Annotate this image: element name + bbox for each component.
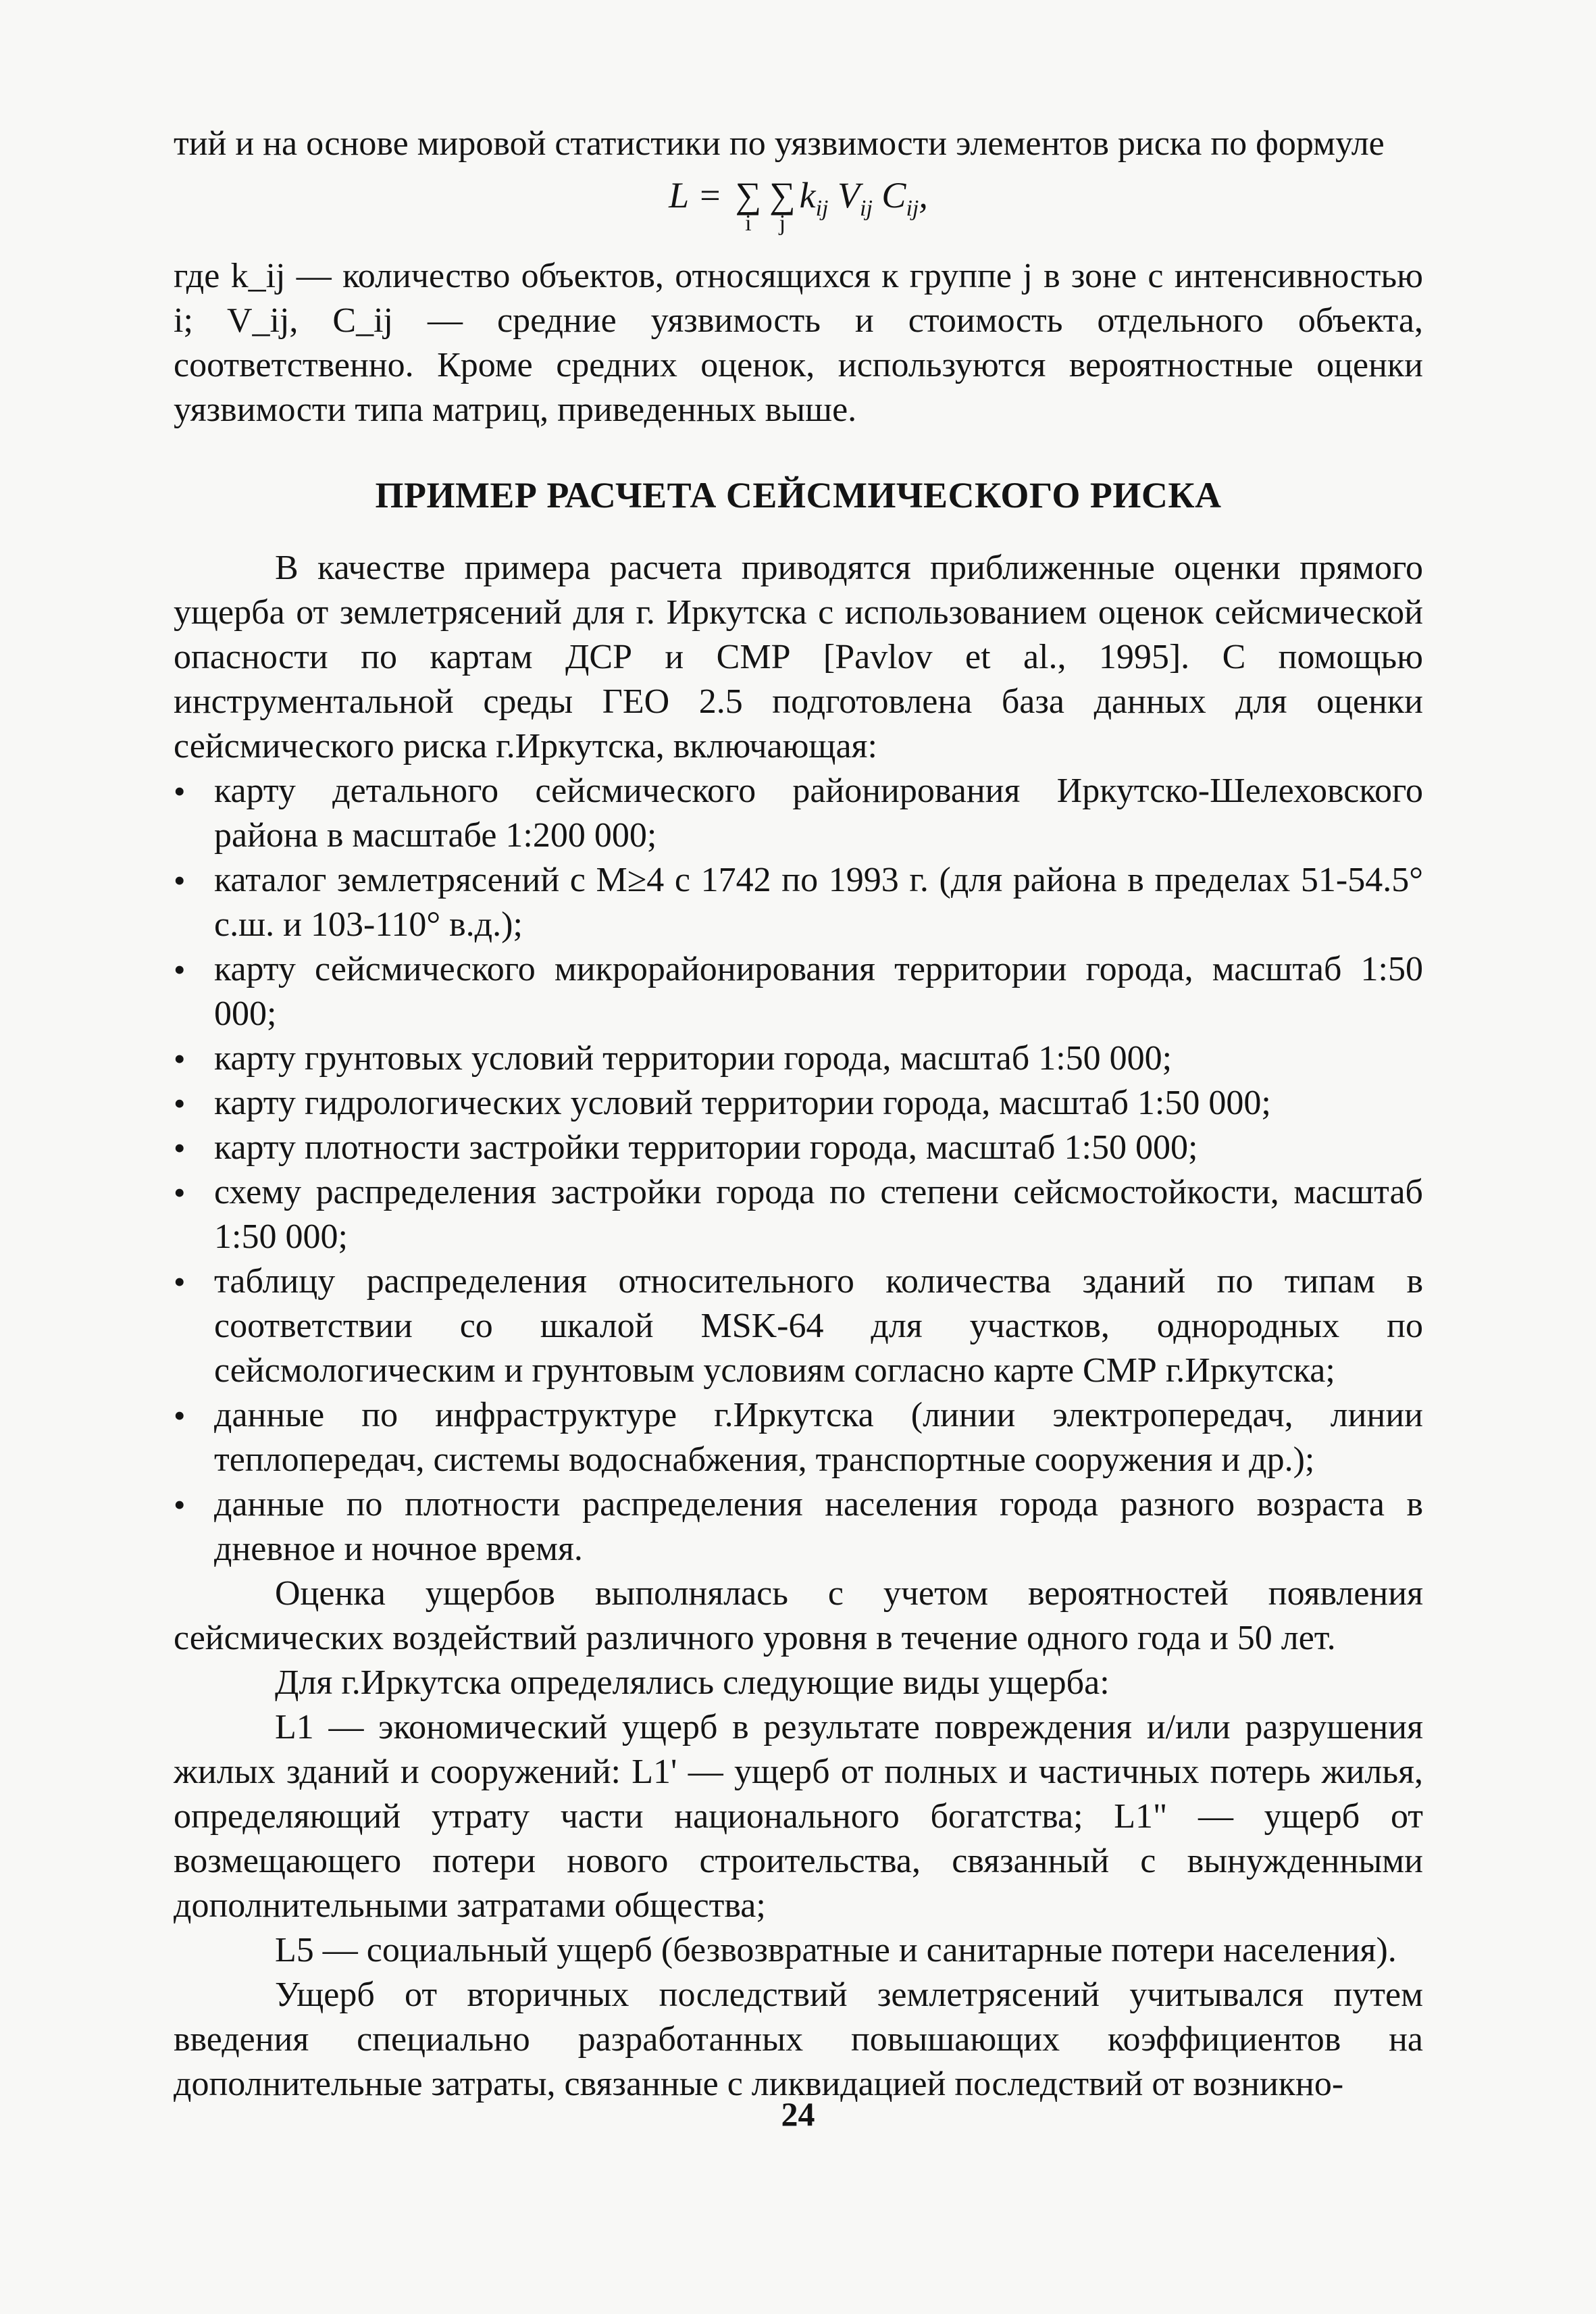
formula-lhs: L bbox=[669, 175, 689, 216]
body-text bbox=[174, 122, 1423, 2107]
list-item: • каталог землетрясений с M≥4 с 1742 по 1993 г. (для района в пределах 51-54.5° с.ш. и 103-110° в.д.); bbox=[174, 858, 1423, 947]
term-k: k bbox=[799, 175, 816, 216]
sum-i bbox=[731, 169, 766, 236]
sum-sign-i: ∑ bbox=[735, 175, 762, 216]
page-number: 24 bbox=[781, 2095, 815, 2133]
term-c: C bbox=[881, 175, 906, 216]
section-heading: ПРИМЕР РАСЧЕТА СЕЙСМИЧЕСКОГО РИСКА bbox=[375, 474, 1222, 515]
sum-j bbox=[765, 169, 800, 236]
intro-line: тий и на основе мировой статистики по уязвимости элементов риска по формуле bbox=[174, 124, 1385, 163]
term-c-sub: ij bbox=[906, 195, 919, 221]
formula-explanation: где k_ij — количество объектов, относящихся к группе j в зоне с интенсивностью i; V_ij, C_ij — средние уязвимость и стоимость отдельного объекта, соответственно. Кроме средних оценок, используются вероятностные оценки уязвимости типа матриц, приведенных выше. bbox=[174, 256, 1423, 429]
sum-index-i: i bbox=[745, 211, 752, 236]
formula-equals: = bbox=[688, 175, 731, 216]
term-k-sub: ij bbox=[815, 195, 829, 221]
list-item: • данные по инфраструктуре г.Иркутска (линии электропередач, линии теплопередач, системы водоснабжения, транспортные сооружения и др.); bbox=[174, 1393, 1423, 1482]
list-item: • таблицу распределения относительного количества зданий по типам в соответствии со шкалой MSK-64 для участков, однородных по сейсмологическим и грунтовым условиям согласно карте СМР г.Иркутска; bbox=[174, 1259, 1423, 1393]
paragraph-example: В качестве примера расчета приводятся приближенные оценки прямого ущерба от землетрясений для г. Иркутска с использованием оценок сейсмической опасности по картам ДСР и СМР [Pavlov et al., 1995]. С помощью инструментальной среды ГЕО 2.5 подготовлена база данных для оценки сейсмического риска г.Иркутска, включающая: bbox=[174, 548, 1423, 765]
paragraph-l1: L1 — экономический ущерб в результате повреждения и/или разрушения жилых зданий и сооружений: L1' — ущерб от полных и частичных потерь жилья, определяющий утрату части национального богатства; L1" — ущерб от возмещающего потери нового строительства, связанный с вынужденными дополнительными затратами общества; bbox=[174, 1707, 1423, 1925]
term-v-sub: ij bbox=[860, 195, 873, 221]
list-item: • карту грунтовых условий территории города, масштаб 1:50 000; bbox=[174, 1036, 1423, 1081]
list-item: • схему распределения застройки города по степени сейсмостойкости, масштаб 1:50 000; bbox=[174, 1170, 1423, 1259]
list-item: • карту сейсмического микрорайонирования территории города, масштаб 1:50 000; bbox=[174, 947, 1423, 1036]
paragraph-assessment: Оценка ущербов выполнялась с учетом вероятностей появления сейсмических воздействий различного уровня в течение одного года и 50 лет. bbox=[174, 1574, 1423, 1657]
sum-index-j: j bbox=[779, 211, 786, 236]
paragraph-damage-types: Для г.Иркутска определялись следующие виды ущерба: bbox=[275, 1663, 1110, 1702]
term-v: V bbox=[838, 175, 860, 216]
list-item: • карту гидрологических условий территории города, масштаб 1:50 000; bbox=[174, 1081, 1423, 1126]
risk-formula bbox=[174, 169, 1423, 235]
paragraph-secondary: Ущерб от вторичных последствий землетрясений учитывался путем введения специально разработанных повышающих коэффициентов на дополнительные затраты, связанные с ликвидацией последствий от возникно- bbox=[174, 1975, 1423, 2103]
list-item: • данные по плотности распределения населения города разного возраста в дневное и ночное время. bbox=[174, 1482, 1423, 1571]
sum-sign-j: ∑ bbox=[769, 175, 796, 216]
database-list bbox=[174, 769, 1423, 1571]
list-item: • карту плотности застройки территории города, масштаб 1:50 000; bbox=[174, 1126, 1423, 1170]
list-item: • карту детального сейсмического районирования Иркутско-Шелеховского района в масштабе 1:200 000; bbox=[174, 769, 1423, 858]
paragraph-l5: L5 — социальный ущерб (безвозвратные и санитарные потери населения). bbox=[275, 1930, 1397, 1969]
formula-end: , bbox=[919, 175, 928, 216]
